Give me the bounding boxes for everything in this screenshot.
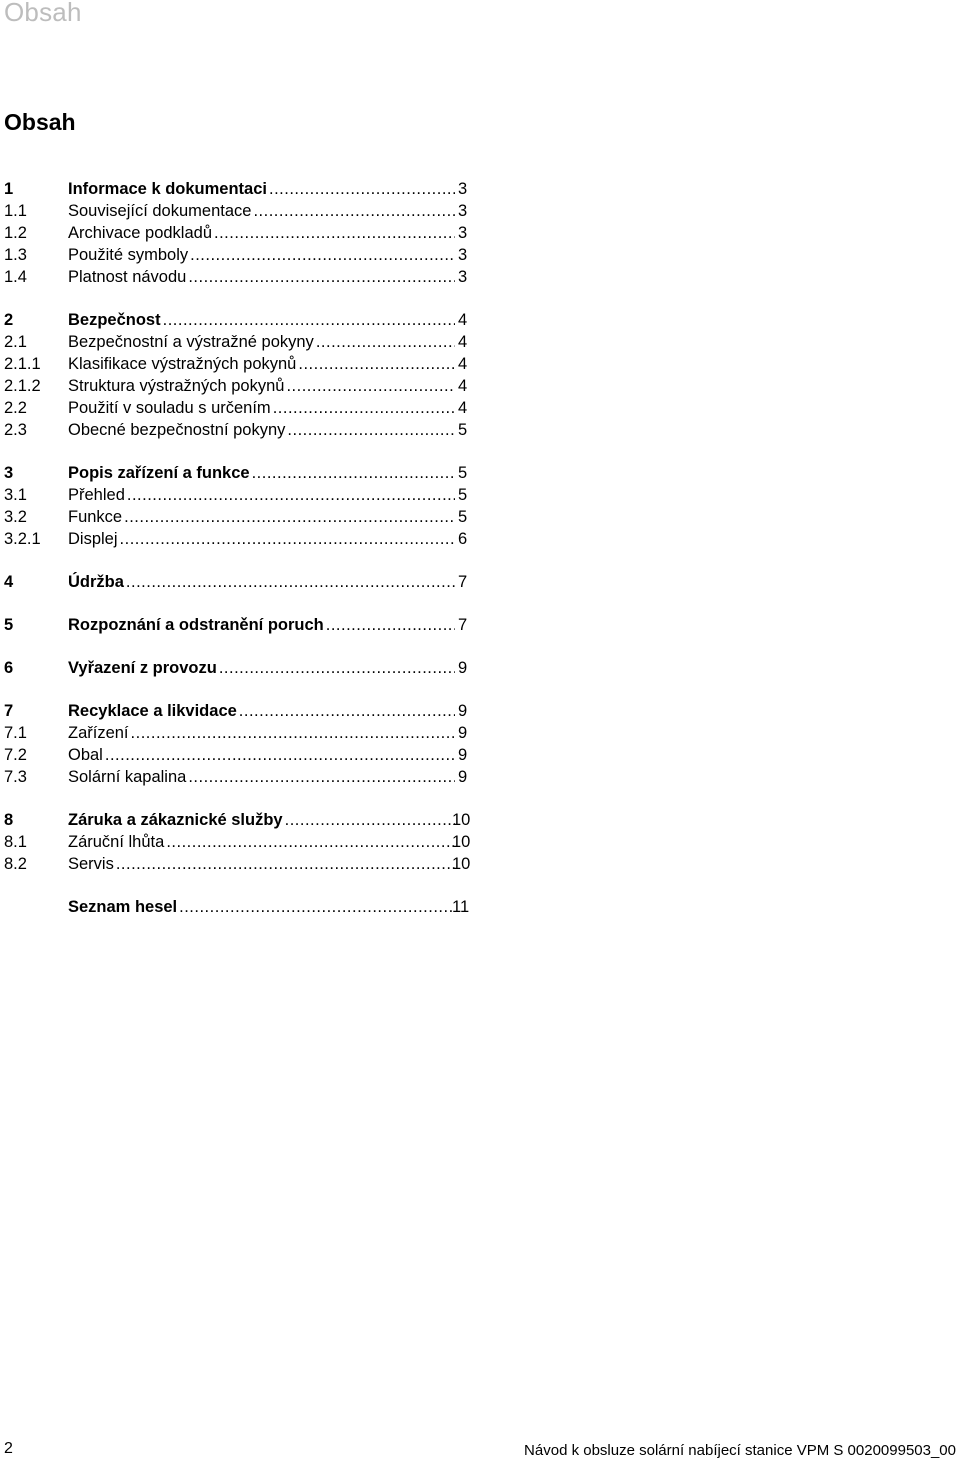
toc-entry-leader — [68, 831, 455, 853]
toc-entry-leader — [68, 657, 455, 679]
toc-entry-page: 9 — [458, 702, 468, 720]
toc-entry-title: Záruční lhůta — [68, 833, 165, 851]
toc-entry-leader — [68, 178, 455, 200]
toc-entry-page: 4 — [458, 355, 468, 373]
toc-dot-leader — [214, 222, 455, 244]
toc-entry-number: 7.2 — [4, 746, 27, 764]
table-of-contents — [0, 178, 960, 918]
toc-group-spacer — [0, 593, 960, 614]
toc-group — [0, 700, 960, 788]
toc-entry-title: Klasifikace výstražných pokynů — [68, 355, 297, 373]
toc-section-entry[interactable] — [0, 831, 960, 853]
toc-entry-number: 3.1 — [4, 486, 27, 504]
toc-entry-number: 1.3 — [4, 246, 27, 264]
toc-entry-leader — [68, 331, 455, 353]
toc-entry-title: Obecné bezpečnostní pokyny — [68, 421, 286, 439]
toc-section-entry[interactable] — [0, 766, 960, 788]
toc-section-entry[interactable] — [0, 244, 960, 266]
toc-section-entry[interactable] — [0, 722, 960, 744]
toc-entry-leader — [68, 700, 455, 722]
toc-entry-leader — [68, 766, 455, 788]
toc-dot-leader — [326, 614, 455, 636]
toc-chapter-entry[interactable] — [0, 571, 960, 593]
toc-section-entry[interactable] — [0, 331, 960, 353]
toc-entry-leader — [68, 353, 455, 375]
toc-entry-page: 10 — [452, 811, 471, 829]
toc-entry-number: 7 — [4, 702, 14, 720]
toc-section-entry[interactable] — [0, 506, 960, 528]
toc-entry-leader — [68, 528, 455, 550]
toc-group — [0, 178, 960, 288]
toc-chapter-entry[interactable] — [0, 462, 960, 484]
toc-dot-leader — [166, 831, 455, 853]
toc-dot-leader — [179, 896, 455, 918]
toc-entry-page: 4 — [458, 311, 468, 329]
toc-entry-page: 3 — [458, 180, 468, 198]
toc-dot-leader — [273, 397, 455, 419]
toc-entry-leader — [68, 244, 455, 266]
toc-dot-leader — [239, 700, 455, 722]
toc-chapter-entry[interactable] — [0, 700, 960, 722]
toc-entry-number: 8.1 — [4, 833, 27, 851]
toc-entry-number: 2.2 — [4, 399, 27, 417]
toc-entry-page: 10 — [452, 855, 471, 873]
toc-entry-number: 2.1.1 — [4, 355, 41, 373]
toc-entry-number: 1 — [4, 180, 14, 198]
page-title: Obsah — [4, 109, 76, 135]
toc-group — [0, 657, 960, 679]
toc-group-spacer — [0, 875, 960, 896]
toc-entry-number: 1.1 — [4, 202, 27, 220]
toc-entry-page: 6 — [458, 530, 468, 548]
toc-entry-page: 5 — [458, 464, 468, 482]
toc-entry-number: 2.1.2 — [4, 377, 41, 395]
toc-entry-title: Funkce — [68, 508, 123, 526]
toc-section-entry[interactable] — [0, 419, 960, 441]
toc-entry-page: 9 — [458, 659, 468, 677]
toc-entry-page: 3 — [458, 224, 468, 242]
toc-entry-leader — [68, 506, 455, 528]
toc-entry-page: 4 — [458, 333, 468, 351]
toc-entry-title: Související dokumentace — [68, 202, 252, 220]
toc-dot-leader — [285, 809, 455, 831]
running-header-title: Obsah — [4, 0, 82, 27]
toc-dot-leader — [287, 419, 455, 441]
toc-entry-title: Recyklace a likvidace — [68, 702, 237, 720]
toc-entry-leader — [68, 896, 455, 918]
toc-group-spacer — [0, 679, 960, 700]
toc-entry-page: 4 — [458, 377, 468, 395]
toc-section-entry[interactable] — [0, 528, 960, 550]
toc-entry-leader — [68, 222, 455, 244]
toc-entry-number: 3.2 — [4, 508, 27, 526]
toc-entry-title: Archivace podkladů — [68, 224, 213, 242]
toc-dot-leader — [188, 266, 455, 288]
toc-section-entry[interactable] — [0, 200, 960, 222]
toc-entry-page: 5 — [458, 421, 468, 439]
toc-entry-title: Bezpečnost — [68, 311, 161, 329]
toc-entry-title: Obal — [68, 746, 103, 764]
toc-entry-title: Bezpečnostní a výstražné pokyny — [68, 333, 314, 351]
toc-dot-leader — [286, 375, 455, 397]
toc-entry-page: 4 — [458, 399, 468, 417]
toc-entry-leader — [68, 462, 455, 484]
toc-dot-leader — [219, 657, 455, 679]
toc-dot-leader — [253, 200, 455, 222]
toc-entry-leader — [68, 375, 455, 397]
toc-entry-page: 5 — [458, 486, 468, 504]
toc-entry-title: Servis — [68, 855, 114, 873]
toc-dot-leader — [190, 244, 455, 266]
toc-section-entry[interactable] — [0, 266, 960, 288]
toc-section-entry[interactable] — [0, 744, 960, 766]
toc-dot-leader — [163, 309, 455, 331]
toc-entry-title: Popis zařízení a funkce — [68, 464, 250, 482]
toc-entry-title: Přehled — [68, 486, 125, 504]
toc-dot-leader — [124, 506, 455, 528]
toc-dot-leader — [131, 722, 455, 744]
toc-dot-leader — [105, 744, 455, 766]
toc-entry-leader — [68, 614, 455, 636]
toc-group — [0, 571, 960, 593]
toc-chapter-entry[interactable] — [0, 896, 960, 918]
toc-entry-number: 6 — [4, 659, 14, 677]
toc-entry-page: 11 — [452, 898, 470, 916]
toc-entry-page: 3 — [458, 246, 468, 264]
toc-entry-number: 3.2.1 — [4, 530, 41, 548]
toc-section-entry[interactable] — [0, 353, 960, 375]
toc-entry-leader — [68, 853, 455, 875]
toc-group — [0, 896, 960, 918]
toc-entry-page: 10 — [452, 833, 471, 851]
toc-chapter-entry[interactable] — [0, 309, 960, 331]
toc-dot-leader — [298, 353, 455, 375]
toc-entry-number: 4 — [4, 573, 14, 591]
toc-entry-title: Solární kapalina — [68, 768, 187, 786]
toc-entry-title: Zařízení — [68, 724, 129, 742]
toc-entry-leader — [68, 722, 455, 744]
toc-group-spacer — [0, 788, 960, 809]
toc-entry-number: 8.2 — [4, 855, 27, 873]
toc-chapter-entry[interactable] — [0, 657, 960, 679]
toc-dot-leader — [127, 484, 455, 506]
toc-entry-title: Použité symboly — [68, 246, 189, 264]
toc-entry-number: 7.1 — [4, 724, 27, 742]
toc-chapter-entry[interactable] — [0, 614, 960, 636]
footer-document-title: Návod k obsluze solární nabíjecí stanice VPM S 0020099503_00 — [524, 1442, 956, 1459]
toc-group — [0, 462, 960, 550]
toc-dot-leader — [188, 766, 455, 788]
toc-entry-leader — [68, 200, 455, 222]
toc-entry-leader — [68, 397, 455, 419]
toc-entry-number: 2.3 — [4, 421, 27, 439]
toc-entry-title: Záruka a zákaznické služby — [68, 811, 283, 829]
toc-entry-page: 9 — [458, 768, 468, 786]
toc-entry-leader — [68, 484, 455, 506]
toc-group-spacer — [0, 288, 960, 309]
toc-group-spacer — [0, 550, 960, 571]
toc-group — [0, 809, 960, 875]
toc-entry-number: 2 — [4, 311, 14, 329]
toc-entry-leader — [68, 744, 455, 766]
toc-entry-title: Rozpoznání a odstranění poruch — [68, 616, 324, 634]
toc-entry-number: 2.1 — [4, 333, 27, 351]
toc-group-spacer — [0, 636, 960, 657]
toc-entry-title: Použití v souladu s určením — [68, 399, 271, 417]
toc-entry-number: 1.2 — [4, 224, 27, 242]
toc-entry-number: 8 — [4, 811, 14, 829]
toc-dot-leader — [252, 462, 455, 484]
toc-entry-page: 9 — [458, 746, 468, 764]
toc-entry-leader — [68, 571, 455, 593]
footer-page-number: 2 — [4, 1440, 13, 1457]
toc-entry-title: Seznam hesel — [68, 898, 178, 916]
toc-entry-title: Vyřazení z provozu — [68, 659, 217, 677]
toc-entry-page: 7 — [458, 616, 468, 634]
toc-section-entry[interactable] — [0, 397, 960, 419]
toc-entry-title: Údržba — [68, 573, 124, 591]
toc-entry-page: 3 — [458, 268, 468, 286]
toc-group — [0, 614, 960, 636]
toc-section-entry[interactable] — [0, 222, 960, 244]
toc-entry-page: 7 — [458, 573, 468, 591]
toc-group-spacer — [0, 441, 960, 462]
toc-dot-leader — [120, 528, 455, 550]
toc-entry-title: Struktura výstražných pokynů — [68, 377, 285, 395]
toc-entry-number: 7.3 — [4, 768, 27, 786]
toc-entry-page: 9 — [458, 724, 468, 742]
toc-entry-page: 3 — [458, 202, 468, 220]
toc-dot-leader — [126, 571, 455, 593]
toc-entry-leader — [68, 266, 455, 288]
toc-section-entry[interactable] — [0, 484, 960, 506]
toc-entry-number: 1.4 — [4, 268, 27, 286]
toc-entry-number: 5 — [4, 616, 14, 634]
toc-entry-leader — [68, 809, 455, 831]
toc-entry-title: Displej — [68, 530, 118, 548]
toc-dot-leader — [116, 853, 455, 875]
toc-group — [0, 309, 960, 441]
toc-chapter-entry[interactable] — [0, 809, 960, 831]
toc-entry-title: Informace k dokumentaci — [68, 180, 267, 198]
toc-entry-leader — [68, 419, 455, 441]
toc-entry-title: Platnost návodu — [68, 268, 187, 286]
toc-dot-leader — [316, 331, 455, 353]
toc-entry-number: 3 — [4, 464, 14, 482]
toc-chapter-entry[interactable] — [0, 178, 960, 200]
toc-entry-leader — [68, 309, 455, 331]
toc-section-entry[interactable] — [0, 853, 960, 875]
toc-entry-page: 5 — [458, 508, 468, 526]
toc-dot-leader — [269, 178, 455, 200]
toc-section-entry[interactable] — [0, 375, 960, 397]
